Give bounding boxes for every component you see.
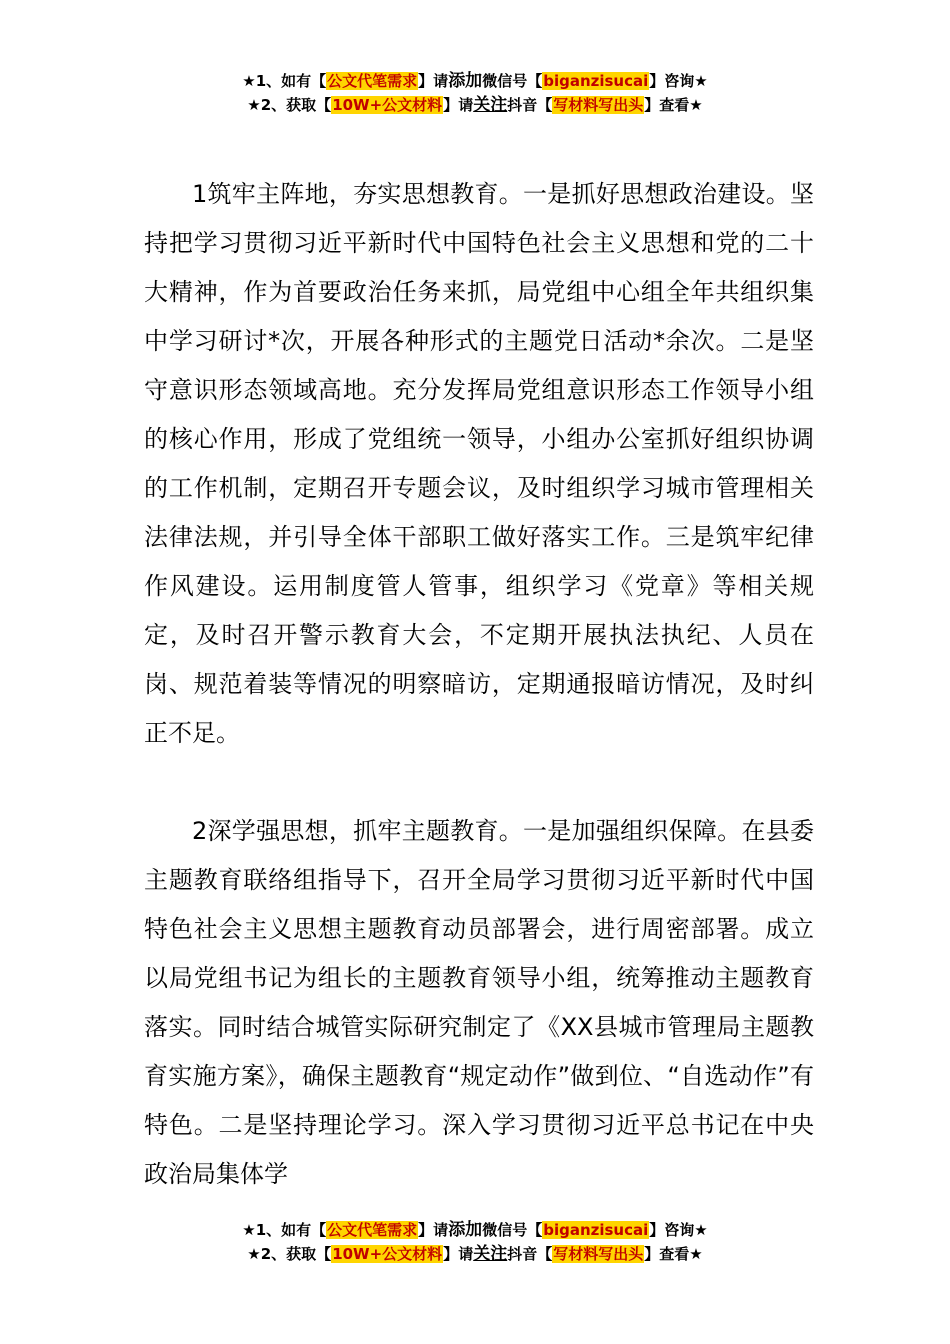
highlight-service: 公文代笔需求: [327, 1221, 418, 1239]
banner-text: 】请: [418, 72, 449, 90]
banner-text: ★1、如有【: [242, 1221, 327, 1239]
banner-text: 抖音【: [507, 96, 553, 114]
highlight-douyin-account: 写材料写出头: [553, 1245, 644, 1263]
banner-text: 抖音【: [507, 1245, 553, 1263]
banner-text: ★2、获取【: [247, 1245, 332, 1263]
footer-banner: [0, 1218, 950, 1266]
banner-line-1: [0, 1218, 950, 1242]
banner-text: 】请: [443, 1245, 474, 1263]
highlight-wechat-id: biganzisucai: [543, 72, 649, 90]
banner-text: 】请: [443, 96, 474, 114]
banner-emphasis: 关注: [473, 1244, 508, 1264]
highlight-service: 公文代笔需求: [327, 72, 418, 90]
banner-line-2: [0, 1242, 950, 1266]
banner-line-1: [0, 69, 950, 93]
header-banner: [0, 69, 950, 117]
banner-text: 】咨询★: [649, 1221, 708, 1239]
banner-emphasis: 关注: [473, 95, 508, 115]
banner-text: 微信号【: [482, 72, 543, 90]
banner-text: 】咨询★: [649, 72, 708, 90]
banner-emphasis: 添加: [448, 1220, 483, 1240]
banner-emphasis: 添加: [448, 71, 483, 91]
paragraph-2: 2深学强思想，抓牢主题教育。一是加强组织保障。在县委主题教育联络组指导下，召开全局学习贯彻习近平新时代中国特色社会主义思想主题教育动员部署会，进行周密部署。成立以局党组书记为组长的主题教育领导小组，统筹推动主题教育落实。同时结合城管实际研究制定了《XX县城市管理局主题教育实施方案》，确保主题教育“规定动作”做到位、“自选动作”有特色。二是坚持理论学习。深入学习贯彻习近平总书记在中央政治局集体学: [144, 817, 814, 1188]
highlight-materials: 10W+公文材料: [332, 96, 443, 114]
banner-text: ★2、获取【: [247, 96, 332, 114]
paragraph-1: 1筑牢主阵地，夯实思想教育。一是抓好思想政治建设。坚持把学习贯彻习近平新时代中国特色社会主义思想和党的二十大精神，作为首要政治任务来抓，局党组中心组全年共组织集中学习研讨*次，开展各种形式的主题党日活动*余次。二是坚守意识形态领域高地。充分发挥局党组意识形态工作领导小组的核心作用，形成了党组统一领导，小组办公室抓好组织协调的工作机制，定期召开专题会议，及时组织学习城市管理相关法律法规，并引导全体干部职工做好落实工作。三是筑牢纪律作风建设。运用制度管人管事，组织学习《党章》等相关规定，及时召开警示教育大会，不定期开展执法执纪、人员在岗、规范着装等情况的明察暗访，定期通报暗访情况，及时纠正不足。: [144, 180, 814, 747]
document-body: [144, 170, 814, 1199]
highlight-wechat-id: biganzisucai: [543, 1221, 649, 1239]
banner-text: 微信号【: [482, 1221, 543, 1239]
highlight-materials: 10W+公文材料: [332, 1245, 443, 1263]
banner-text: ★1、如有【: [242, 72, 327, 90]
banner-line-2: [0, 93, 950, 117]
banner-text: 】请: [418, 1221, 449, 1239]
banner-text: 】查看★: [644, 96, 703, 114]
banner-text: 】查看★: [644, 1245, 703, 1263]
highlight-douyin-account: 写材料写出头: [553, 96, 644, 114]
